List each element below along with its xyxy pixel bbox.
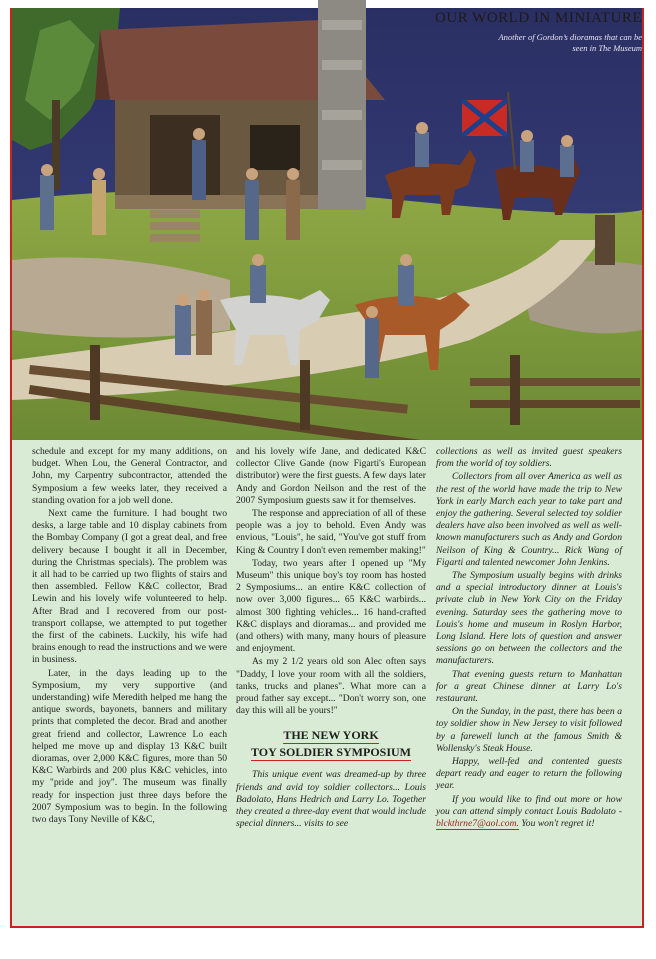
- paragraph: Later, in the days leading up to the Symposium, my very supportive (and understanding) wife Meredith helped me hang the antique swords, bayonets, banners and military prints that completed the decor. Brad and another great friend and collector, Lawrence Lo each helped me move up and display 13 K&C built dioramas, over 2,000 K&C figures, more than 50 K&C Warbirds and 200 plus K&C vehicles, into my "pride and joy". The museum was finally ready for inspection just three days before the 2007 Symposium was to begin. In the following two days Tony Neville of K&C,: [32, 667, 227, 826]
- paragraph: This unique event was dreamed-up by three friends and avid toy soldier collectors... Louis Badolato, Hans Hedrich and Larry Lo. Together they created a three-day event that would include special dinners... visits to see: [236, 769, 426, 830]
- paragraph: As my 2 1/2 years old son Alec often says "Daddy, I love your room with all the soldiers, tanks, trucks and planes". What more can a proud father say except... "Don't worry son, one day this will all be yours!": [236, 656, 426, 717]
- paragraph: That evening guests return to Manhattan for a great Chinese dinner at Larry Lo's restaurant.: [436, 668, 622, 705]
- email-link[interactable]: blckthrne7@aol.com.: [436, 818, 519, 830]
- diorama-photo: [0, 0, 656, 440]
- paragraph: Happy, well-fed and contented guests depart ready and eager to return the following year.: [436, 756, 622, 792]
- paragraph: The Symposium usually begins with drinks and a special introductory dinner at Louis's private club in New York City on the Friday evening. Saturday sees the gathering move to Louis's home and museum in Roslyn Harbor, Long Island. Here lots of question and answer sessions go on between the collectors and the manufacturers.: [436, 570, 622, 667]
- paragraph: The response and appreciation of all of these people was a joy to behold. Even Andy was envious, "Louis", he said, "You've got stuff from King & Country I don't even remember making!": [236, 508, 426, 556]
- paragraph: Collectors from all over America as well as the rest of the world have made the trip to New York in early March each year to take part and enjoy the gathering. Several selected toy soldier dealers have also been involved as well as well-known manufacturers such as Andy and Gordon Neilson of King & Country... Rick Wang of Figarti and talented newcomer John Jenkins.: [436, 471, 622, 568]
- photo-caption: Another of Gordon’s dioramas that can be seen in The Museum: [498, 32, 642, 53]
- text-column-1: [32, 446, 227, 827]
- contact-text: You won't regret it!: [521, 818, 595, 830]
- paragraph: and his lovely wife Jane, and dedicated K&C collector Clive Gande (now Figarti's European distributor) were the first guests. A few days later Andy and Gordon Neilson and the rest of the 2007 Symposium guests saw it for themselves.: [236, 446, 426, 506]
- text-column-3: [436, 446, 622, 831]
- paragraph: Next came the furniture. I had bought two desks, a large table and 10 display cabinets from the Bombay Company (I got a great deal, and free delivery because I bought it all in December, during the Christmas specials). The problem was it all had to be carried up two flights of stairs and then assembled. Fellow K&C collector, Brad Lewin and his lovely wife volunteered to help. After Brad and I recovered from our post-transport collapse, we attempted to put together the first of the cabinets. Luckily, his wife had brains enough to read the instructions and we were in business.: [32, 508, 228, 666]
- heading-line: THE NEW YORK: [283, 728, 379, 743]
- contact-text: If you would like to find out more or how you can attend simply contact Louis Badolato -: [436, 793, 622, 817]
- text-column-2: [236, 446, 426, 831]
- section-title: OUR WORLD IN MINIATURE: [435, 10, 642, 26]
- heading-line: TOY SOLDIER SYMPOSIUM: [250, 745, 412, 760]
- paragraph: On the Sunday, in the past, there has been a toy soldier show in New Jersey to visit followed by a farewell lunch at the famous Smith & Wollensky's Steak House.: [436, 706, 622, 754]
- contact-paragraph: [436, 794, 622, 831]
- symposium-heading: [236, 727, 426, 761]
- paragraph: Today, two years after I opened up "My Museum" this unique boy's toy room has hosted 2 Symposiums... an entire K&C collection of now over 3,000 figures... 65 K&C warbirds... almost 300 fighting vehicles... 16 hand-crafted K&C displays and dioramas... and provided me (and others) with many, many hours of pleasure and enjoyment.: [236, 557, 426, 655]
- paragraph: collections as well as invited guest speakers from the world of toy soldiers.: [436, 446, 622, 470]
- paragraph: schedule and except for my many additions, on budget. When Lou, the General Contractor, and John, my Carpentry subcontractor, attended the Symposium a few weeks later, they received a standing ovation for a job well done.: [32, 446, 227, 506]
